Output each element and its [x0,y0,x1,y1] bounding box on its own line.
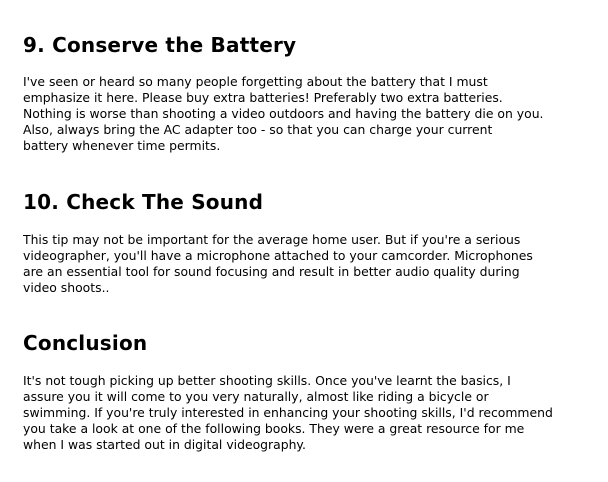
body-line: assure you it will come to you very naturally, almost like riding a bicycle or [23,389,489,404]
body-line: I've seen or heard so many people forgetting about the battery that I must [23,74,488,89]
body-line: videographer, you'll have a microphone attached to your camcorder. Microphones [23,248,533,263]
body-line: It's not tough picking up better shooting skills. Once you've learnt the basics, I [23,373,511,388]
body-line: This tip may not be important for the average home user. But if you're a serious [23,232,521,247]
body-line: are an essential tool for sound focusing and result in better audio quality during [23,264,520,279]
section-body-check-sound [23,232,533,296]
body-line: emphasize it here. Please buy extra batteries! Preferably two extra batteries. [23,90,503,105]
section-heading-conserve-battery: 9. Conserve the Battery [23,33,297,57]
body-line: swimming. If you're truly interested in enhancing your shooting skills, I'd recommend [23,405,553,420]
body-line: video shoots.. [23,280,110,295]
section-heading-conclusion: Conclusion [23,331,148,355]
section-heading-check-sound: 10. Check The Sound [23,190,264,214]
section-body-conserve-battery [23,74,543,154]
body-line: battery whenever time permits. [23,138,221,153]
section-body-conclusion [23,373,553,453]
body-line: Also, always bring the AC adapter too - so that you can charge your current [23,122,493,137]
body-line: when I was started out in digital videography. [23,437,306,452]
body-line: Nothing is worse than shooting a video outdoors and having the battery die on you. [23,106,544,121]
body-line: you take a look at one of the following books. They were a great resource for me [23,421,525,436]
